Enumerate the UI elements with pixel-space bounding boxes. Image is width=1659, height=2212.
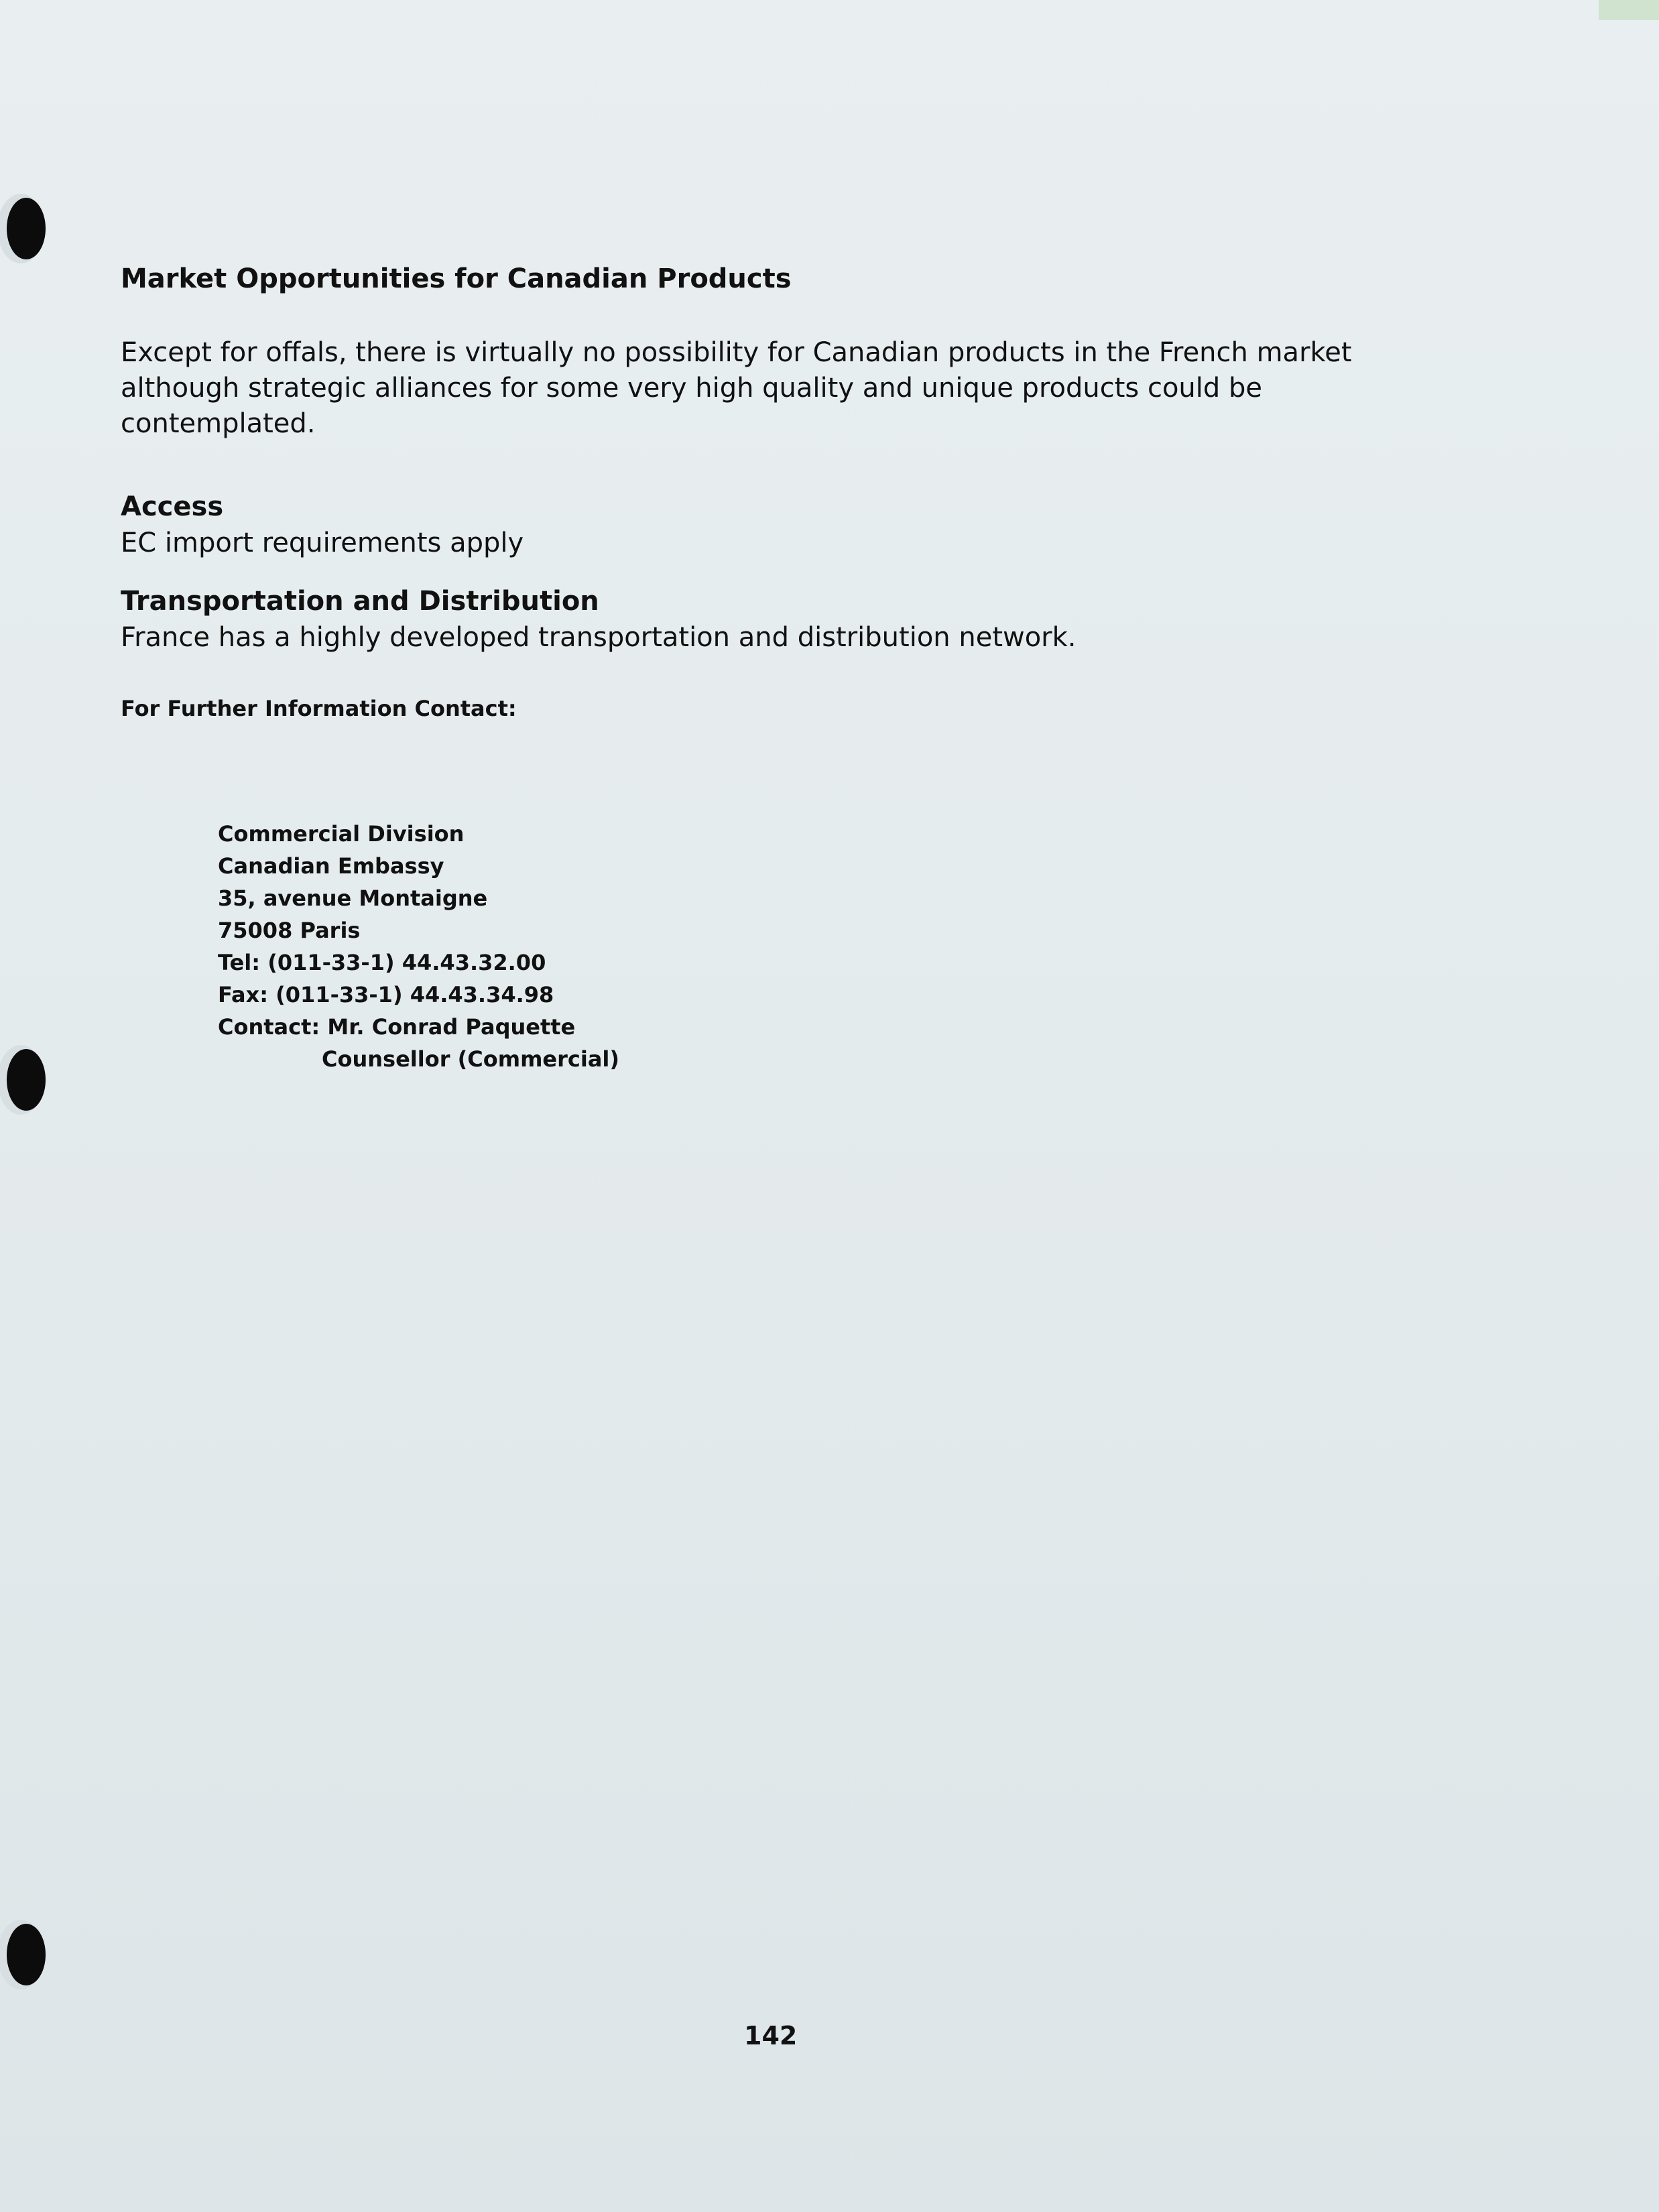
access-title: Access	[121, 491, 224, 523]
page-edge-tab	[1599, 0, 1659, 20]
page-number: 142	[744, 2021, 798, 2050]
contact-fax: Fax: (011-33-1) 44.43.34.98	[218, 982, 554, 1007]
contact-tel: Tel: (011-33-1) 44.43.32.00	[218, 950, 546, 975]
contact-division: Commercial Division	[218, 821, 465, 847]
contact-embassy: Canadian Embassy	[218, 853, 444, 879]
section-heading: Market Opportunities for Canadian Products	[121, 263, 792, 294]
transport-title: Transportation and Distribution	[121, 586, 599, 617]
contact-role: Counsellor (Commercial)	[322, 1046, 620, 1072]
contact-person: Contact: Mr. Conrad Paquette	[218, 1014, 576, 1040]
binder-hole-middle	[7, 1049, 46, 1111]
main-content	[121, 261, 1461, 721]
contact-address-block	[218, 818, 619, 1075]
contact-street: 35, avenue Montaigne	[218, 885, 488, 911]
access-text: EC import requirements apply	[121, 528, 524, 559]
binder-hole-bottom	[7, 1924, 46, 1985]
contact-heading: For Further Information Contact:	[121, 695, 517, 721]
binder-hole-top	[7, 198, 46, 259]
transport-text: France has a highly developed transportation and distribution network.	[121, 622, 1077, 654]
intro-paragraph: Except for offals, there is virtually no possibility for Canadian products in the French market although strategic alliances for some very high quality and unique products could be contemplated.	[121, 337, 1352, 439]
contact-city: 75008 Paris	[218, 918, 361, 943]
